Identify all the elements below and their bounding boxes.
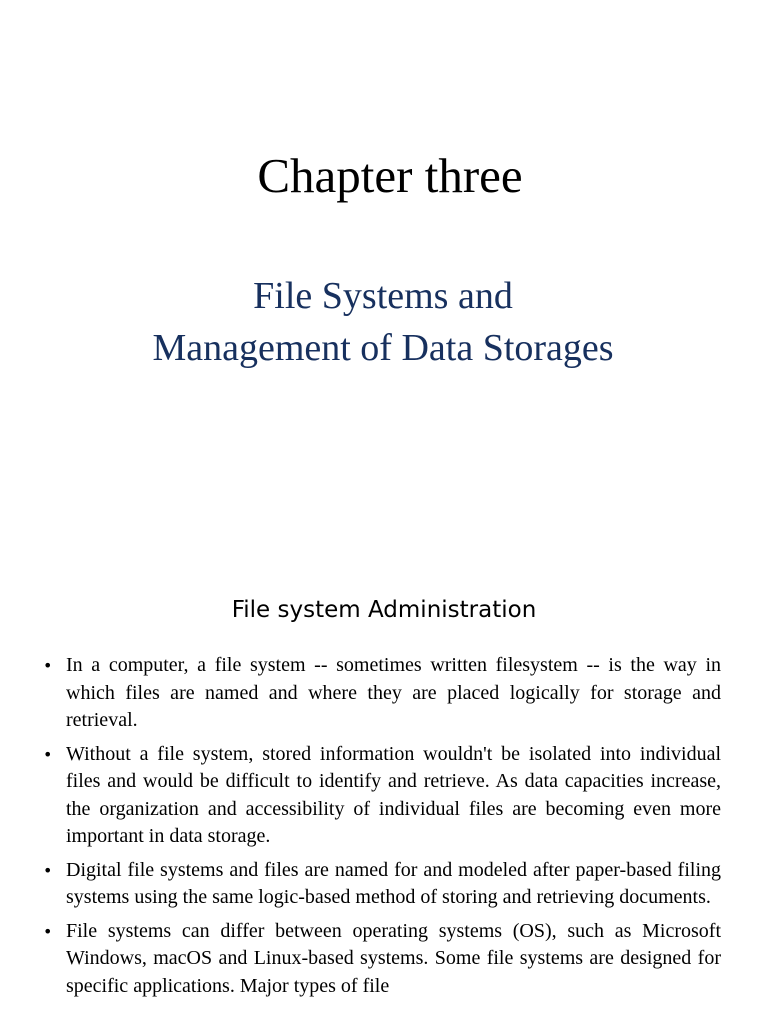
bullet-dot-icon: • bbox=[43, 921, 53, 941]
bullet-dot-icon: • bbox=[43, 860, 53, 880]
bullet-text: File systems can differ between operating systems (OS), such as Microsoft Windows, macOS and Linux-based systems. Some file systems are designed for specific applications. Major types of file bbox=[66, 919, 721, 997]
bullet-item bbox=[0, 857, 768, 912]
bullet-text: In a computer, a file system -- sometimes written filesystem -- is the way in which files are named and where they are placed logically for storage and retrieval. bbox=[66, 654, 721, 731]
bullet-item bbox=[0, 741, 768, 851]
subtitle-line-1: File Systems and bbox=[253, 275, 513, 317]
section-heading: File system Administration bbox=[231, 597, 537, 623]
bullet-text: Digital file systems and files are named for and modeled after paper-based filing systems using the same logic-based method of storing and retrieving documents. bbox=[66, 858, 721, 908]
bullet-dot-icon: • bbox=[43, 656, 53, 675]
chapter-subtitle bbox=[0, 270, 766, 374]
bullet-text: Without a file system, stored information wouldn't be isolated into individual files and would be difficult to identify and retrieve. As data capacities increase, the organization and accessibility of individual files are becoming even more important in data storage. bbox=[66, 742, 721, 847]
chapter-title: Chapter three bbox=[257, 148, 523, 203]
bullet-item bbox=[0, 652, 768, 735]
bullet-list bbox=[0, 652, 768, 1006]
bullet-item bbox=[0, 918, 768, 1001]
bullet-dot-icon: • bbox=[43, 744, 53, 764]
subtitle-line-2: Management of Data Storages bbox=[152, 327, 614, 369]
